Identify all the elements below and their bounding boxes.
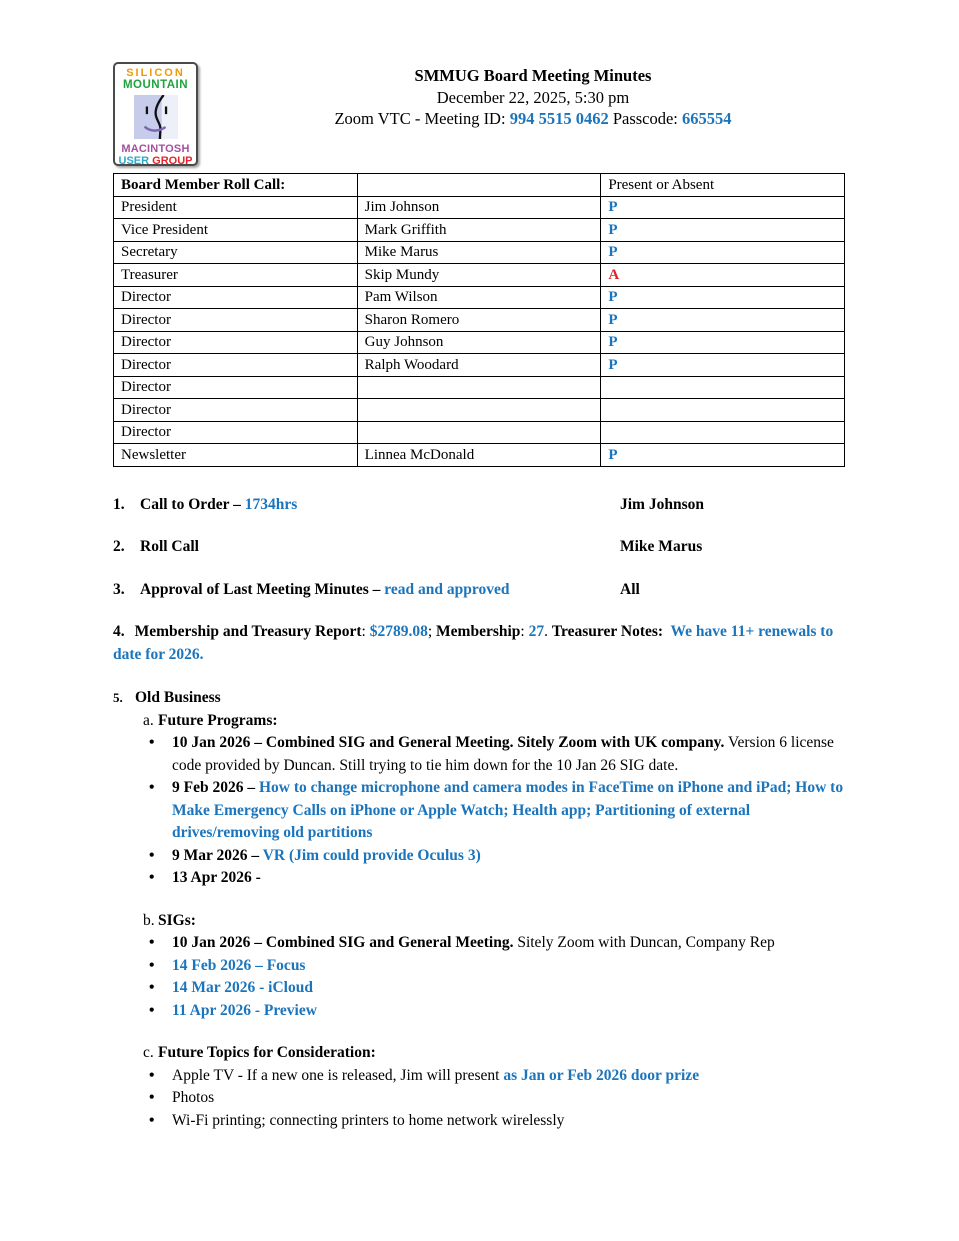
table-row: [114, 376, 845, 399]
table-row: [114, 331, 845, 354]
program-topic: VR (Jim could provide Oculus 3): [262, 846, 481, 864]
name-cell: Guy Johnson: [357, 331, 601, 354]
treasury-report-label: Membership and Treasury Report: [134, 623, 362, 640]
status-cell: P: [601, 196, 845, 219]
name-cell: Jim Johnson: [357, 196, 601, 219]
list-item: [113, 955, 845, 978]
table-row: [114, 286, 845, 309]
table-row: [114, 219, 845, 242]
name-cell: Skip Mundy: [357, 264, 601, 287]
status-cell: [601, 376, 845, 399]
item-number: 1.: [113, 495, 125, 513]
name-cell: Sharon Romero: [357, 309, 601, 332]
list-item-text: [172, 845, 845, 868]
meeting-id: 994 5515 0462: [509, 109, 609, 128]
name-cell: Linnea McDonald: [357, 444, 601, 467]
bullet-icon: •: [149, 846, 155, 864]
bullet-icon: •: [149, 779, 155, 796]
agenda-item-approval-minutes: [113, 579, 845, 602]
title-block: [198, 62, 868, 168]
list-item: [113, 867, 845, 890]
item-owner: Mike Marus: [620, 538, 703, 555]
passcode-label: Passcode:: [608, 109, 683, 128]
logo-user-group-line: [119, 156, 193, 167]
name-cell: Ralph Woodard: [357, 354, 601, 377]
logo-macintosh-text: MACINTOSH: [121, 143, 190, 155]
separator: :: [361, 623, 370, 640]
list-item-text: [172, 1000, 845, 1023]
subsection-label: Future Topics for Consideration:: [158, 1044, 376, 1061]
bullet-icon: •: [149, 734, 155, 751]
role-cell: Director: [114, 309, 358, 332]
item-label: Call to Order –: [140, 495, 245, 513]
program-note: Version 6 license code provided by Duncan. Still trying to tie him down for the 10 Jan 26 SIG date.: [172, 734, 838, 774]
treasurer-notes-label: Treasurer Notes:: [551, 623, 664, 640]
subsection-marker: c.: [143, 1044, 154, 1061]
passcode-value: 665554: [682, 109, 732, 128]
item-label: Roll Call: [140, 538, 199, 555]
list-item-text: [172, 977, 845, 1000]
table-header-row: [114, 174, 845, 197]
bullet-icon: •: [149, 1111, 155, 1129]
logo-silicon-text: SILICON: [126, 67, 185, 79]
meeting-date: December 22, 2025, 5:30 pm: [436, 87, 630, 107]
item-label: Old Business: [135, 689, 221, 706]
list-item-text: [172, 867, 845, 890]
list-item-text: [172, 732, 845, 777]
smmug-logo: [113, 62, 198, 166]
topic-text: Wi-Fi printing; connecting printers to home network wirelessly: [172, 1111, 565, 1129]
agenda-item-roll-call: [113, 536, 845, 559]
role-cell: Director: [114, 376, 358, 399]
subsection-marker: b.: [143, 911, 155, 929]
bullet-icon: •: [149, 934, 155, 951]
list-item: [113, 1087, 845, 1110]
program-date-topic: 10 Jan 2026 – Combined SIG and General Meeting. Sitely Zoom with UK company.: [172, 734, 725, 751]
document-header: [0, 62, 959, 168]
logo-group-text: GROUP: [152, 155, 193, 167]
table-row: [114, 399, 845, 422]
name-cell: Mike Marus: [357, 241, 601, 264]
program-topic: How to change microphone and camera modes in FaceTime on iPhone and iPad; How to Make Emergency Calls on iPhone or Apple Watch; Health app; Partitioning of external drives/removing old partitions: [172, 779, 847, 841]
sig-date-topic: 11 Apr 2026 - Preview: [172, 1001, 317, 1019]
list-item-text: [172, 932, 845, 955]
agenda-item-membership-treasury: [113, 621, 845, 666]
list-item-text: [172, 777, 845, 845]
table-row: [114, 444, 845, 467]
name-cell: Pam Wilson: [357, 286, 601, 309]
agenda-item-call-to-order: [113, 494, 845, 517]
status-cell: A: [601, 264, 845, 287]
table-row: [114, 196, 845, 219]
zoom-label: Zoom VTC - Meeting ID:: [334, 109, 510, 128]
call-to-order-time: 1734hrs: [244, 495, 298, 513]
logo-mountain-text: MOUNTAIN: [122, 79, 189, 91]
sig-note: Sitely Zoom with Duncan, Company Rep: [513, 934, 775, 951]
bullet-icon: •: [149, 1089, 155, 1106]
status-cell: P: [601, 219, 845, 242]
role-cell: Director: [114, 331, 358, 354]
status-cell: P: [601, 444, 845, 467]
list-item: [113, 1110, 845, 1133]
separator: .: [544, 623, 552, 640]
role-cell: President: [114, 196, 358, 219]
status-cell: [601, 399, 845, 422]
topic-text: Photos: [172, 1089, 215, 1106]
list-item: [113, 1000, 845, 1023]
membership-count: 27: [528, 623, 545, 640]
list-item: [113, 777, 845, 845]
agenda-item-old-business: [113, 687, 845, 710]
status-cell: P: [601, 286, 845, 309]
topic-highlight: as Jan or Feb 2026 door prize: [503, 1066, 700, 1084]
role-cell: Director: [114, 286, 358, 309]
role-cell: Director: [114, 421, 358, 444]
header-cell-roll-call: Board Member Roll Call:: [114, 174, 358, 197]
bullet-icon: •: [149, 956, 155, 974]
item-owner: All: [620, 580, 640, 598]
name-cell: [357, 399, 601, 422]
list-item: [113, 1065, 845, 1088]
item-number: 4.: [113, 623, 125, 640]
role-cell: Secretary: [114, 241, 358, 264]
name-cell: [357, 376, 601, 399]
name-cell: Mark Griffith: [357, 219, 601, 242]
treasurer-notes-text: We have 11+ renewals to date for 2026.: [113, 623, 838, 663]
sig-date-topic: 14 Feb 2026 – Focus: [172, 956, 306, 974]
item-owner: Jim Johnson: [620, 495, 704, 513]
status-cell: P: [601, 241, 845, 264]
membership-label: Membership: [436, 623, 521, 640]
status-cell: P: [601, 309, 845, 332]
page-title: SMMUG Board Meeting Minutes: [414, 66, 652, 85]
list-item-text: [172, 1065, 845, 1088]
roll-call-table: [113, 173, 845, 467]
role-cell: Director: [114, 399, 358, 422]
header-cell-present-absent: Present or Absent: [601, 174, 845, 197]
item-number: 5.: [113, 690, 123, 705]
table-row: [114, 264, 845, 287]
table-row: [114, 354, 845, 377]
table-row: [114, 309, 845, 332]
list-item: [113, 932, 845, 955]
subsection-future-topics: [113, 1042, 845, 1065]
bullet-icon: •: [149, 1001, 155, 1019]
bullet-icon: •: [149, 979, 155, 996]
sig-date-topic: 14 Mar 2026 - iCloud: [172, 979, 313, 996]
bullet-icon: •: [149, 869, 155, 886]
header-cell-empty: [357, 174, 601, 197]
subsection-sigs: [113, 910, 845, 933]
treasury-amount: $2789.08: [369, 623, 428, 640]
status-cell: P: [601, 354, 845, 377]
finder-face-icon: [134, 95, 178, 143]
program-date: 9 Feb 2026 –: [172, 779, 259, 796]
item-number: 2.: [113, 538, 125, 555]
approval-status: read and approved: [384, 580, 510, 598]
table-row: [114, 241, 845, 264]
zoom-info-line: [198, 108, 868, 130]
agenda-section: [113, 494, 845, 1133]
role-cell: Newsletter: [114, 444, 358, 467]
role-cell: Vice President: [114, 219, 358, 242]
list-item: [113, 845, 845, 868]
subsection-label: Future Programs:: [158, 711, 278, 729]
subsection-label: SIGs:: [158, 911, 196, 929]
list-item-text: [172, 955, 845, 978]
separator: :: [520, 623, 529, 640]
item-number: 3.: [113, 580, 125, 598]
name-cell: [357, 421, 601, 444]
status-cell: [601, 421, 845, 444]
program-date: 9 Mar 2026 –: [172, 846, 263, 864]
role-cell: Director: [114, 354, 358, 377]
table-row: [114, 421, 845, 444]
list-item-text: [172, 1087, 845, 1110]
subsection-future-programs: [113, 710, 845, 733]
status-cell: P: [601, 331, 845, 354]
logo-user-text: USER: [118, 155, 150, 167]
item-label: Approval of Last Meeting Minutes –: [140, 580, 385, 598]
list-item-text: [172, 1110, 845, 1133]
separator: ;: [427, 623, 437, 640]
bullet-icon: •: [149, 1066, 155, 1084]
list-item: [113, 732, 845, 777]
topic-text: Apple TV - If a new one is released, Jim will present: [172, 1066, 504, 1084]
subsection-marker: a.: [143, 711, 154, 729]
role-cell: Treasurer: [114, 264, 358, 287]
list-item: [113, 977, 845, 1000]
program-date: 13 Apr 2026 -: [172, 869, 261, 886]
sig-date-topic: 10 Jan 2026 – Combined SIG and General Meeting.: [172, 934, 514, 951]
